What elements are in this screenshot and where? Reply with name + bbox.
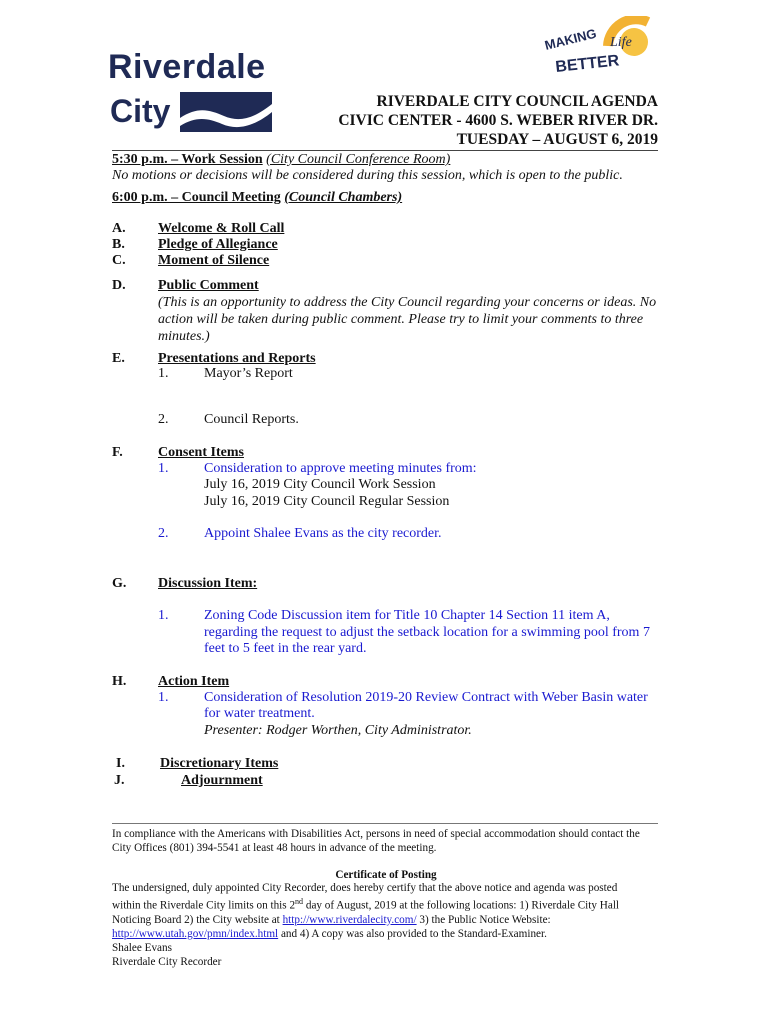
item-h-letter: H. [112, 674, 127, 689]
work-session-note: No motions or decisions will be considered during this session, which is open to the public. [112, 168, 623, 183]
item-f-1-num: 1. [158, 461, 169, 476]
ada-line-1: In compliance with the Americans with Disabilities Act, persons in need of special accommodation should contact the [112, 828, 640, 840]
logo-river-mark-icon [180, 92, 272, 132]
item-f-letter: F. [112, 445, 123, 460]
item-f-1-text: Consideration to approve meeting minutes from: [204, 461, 477, 476]
footer-divider [112, 823, 658, 824]
public-comment-note [158, 294, 658, 345]
certificate-line-3a: Noticing Board 2) the City website at [112, 913, 283, 926]
council-meeting-time: 6:00 p.m. – Council Meeting [112, 190, 281, 205]
item-f-2-text: Appoint Shalee Evans as the city recorder. [204, 526, 442, 541]
item-e-title: Presentations and Reports [158, 351, 316, 366]
item-h-title: Action Item [158, 674, 230, 689]
item-g-1-line-1: Zoning Code Discussion item for Title 10 Chapter 14 Section 11 item A, [204, 608, 610, 623]
tagline-better: BETTER [554, 52, 621, 76]
item-e-2-text: Council Reports. [204, 412, 299, 427]
council-meeting-line [112, 189, 402, 206]
certificate-body [112, 881, 660, 969]
public-comment-line-2: action will be taken during public comment. Please try to limit your comments to three [158, 312, 644, 327]
certificate-line-3b: 3) the Public Notice Website: [416, 913, 551, 926]
item-e-1-text: Mayor’s Report [204, 366, 293, 381]
making-life-better-logo-icon [538, 16, 658, 78]
agenda-date: TUESDAY – AUGUST 6, 2019 [456, 131, 658, 148]
certificate-line-2 [112, 895, 660, 913]
item-h-1-line-2: for water treatment. [204, 706, 315, 721]
work-session-time: 5:30 p.m. – Work Session [112, 152, 263, 167]
item-j-letter: J. [114, 773, 125, 788]
logo-riverdale-text: Riverdale [108, 48, 266, 86]
item-e-1-num: 1. [158, 366, 169, 381]
tagline-making: MAKING [543, 25, 598, 53]
item-f-title: Consent Items [158, 445, 244, 460]
council-meeting-room: (Council Chambers) [284, 190, 403, 205]
item-i-title: Discretionary Items [160, 756, 279, 771]
certificate-line-1: The undersigned, duly appointed City Recorder, does hereby certify that the above notice and agenda was posted [112, 882, 618, 894]
riverdale-website-link[interactable]: http://www.riverdalecity.com/ [282, 913, 417, 926]
item-g-1-line-3: feet to 5 feet in the rear yard. [204, 641, 367, 656]
item-g-letter: G. [112, 576, 127, 591]
item-h-1-line-1: Consideration of Resolution 2019-20 Review Contract with Weber Basin water [204, 690, 648, 705]
item-b-letter: B. [112, 237, 125, 252]
agenda-location: CIVIC CENTER - 4600 S. WEBER RIVER DR. [338, 112, 658, 129]
work-session-room: (City Council Conference Room) [266, 152, 451, 167]
certificate-line-2-sup: nd [295, 897, 304, 906]
item-c-title: Moment of Silence [158, 253, 270, 268]
item-g-1-line-2: regarding the request to adjust the setback location for a swimming pool from 7 [204, 625, 650, 640]
certificate-line-4b: and 4) A copy was also provided to the Standard-Examiner. [278, 927, 547, 940]
signer-title: Riverdale City Recorder [112, 955, 222, 968]
item-f-2-num: 2. [158, 526, 169, 541]
ada-notice [112, 827, 660, 855]
tagline-life: Life [610, 35, 632, 50]
item-h-1-num: 1. [158, 690, 169, 705]
public-notice-link[interactable]: http://www.utah.gov/pmn/index.html [112, 927, 279, 940]
signer-name: Shalee Evans [112, 941, 172, 954]
item-d-letter: D. [112, 278, 126, 293]
item-b-title: Pledge of Allegiance [158, 237, 278, 252]
item-h-1-presenter: Presenter: Rodger Worthen, City Administrator. [204, 723, 472, 738]
public-comment-line-1: (This is an opportunity to address the City Council regarding your concerns or ideas. No [158, 295, 657, 310]
logo-city-text: City [110, 93, 171, 129]
item-a-title: Welcome & Roll Call [158, 221, 285, 236]
item-d-title: Public Comment [158, 278, 259, 293]
item-e-letter: E. [112, 351, 125, 366]
certificate-line-2a: within the Riverdale City limits on this 2 [112, 899, 296, 912]
certificate-line-4 [112, 927, 660, 941]
item-c-letter: C. [112, 253, 126, 268]
item-g-1-num: 1. [158, 608, 169, 623]
agenda-title: RIVERDALE CITY COUNCIL AGENDA [376, 93, 658, 110]
ada-line-2: City Offices (801) 394-5541 at least 48 hours in advance of the meeting. [112, 842, 437, 854]
item-g-title: Discussion Item: [158, 576, 258, 591]
item-f-1-line-3: July 16, 2019 City Council Regular Session [204, 494, 450, 509]
public-comment-line-3: minutes.) [158, 329, 210, 344]
certificate-line-3 [112, 913, 660, 927]
certificate-line-2b: day of August, 2019 at the following locations: 1) Riverdale City Hall [303, 899, 620, 912]
item-j-title: Adjournment [181, 773, 263, 788]
work-session-line [112, 151, 450, 168]
item-f-1-line-2: July 16, 2019 City Council Work Session [204, 477, 436, 492]
agenda-header [338, 92, 658, 149]
item-i-letter: I. [116, 756, 125, 771]
item-e-2-num: 2. [158, 412, 169, 427]
item-a-letter: A. [112, 221, 126, 236]
certificate-title: Certificate of Posting [335, 869, 437, 881]
